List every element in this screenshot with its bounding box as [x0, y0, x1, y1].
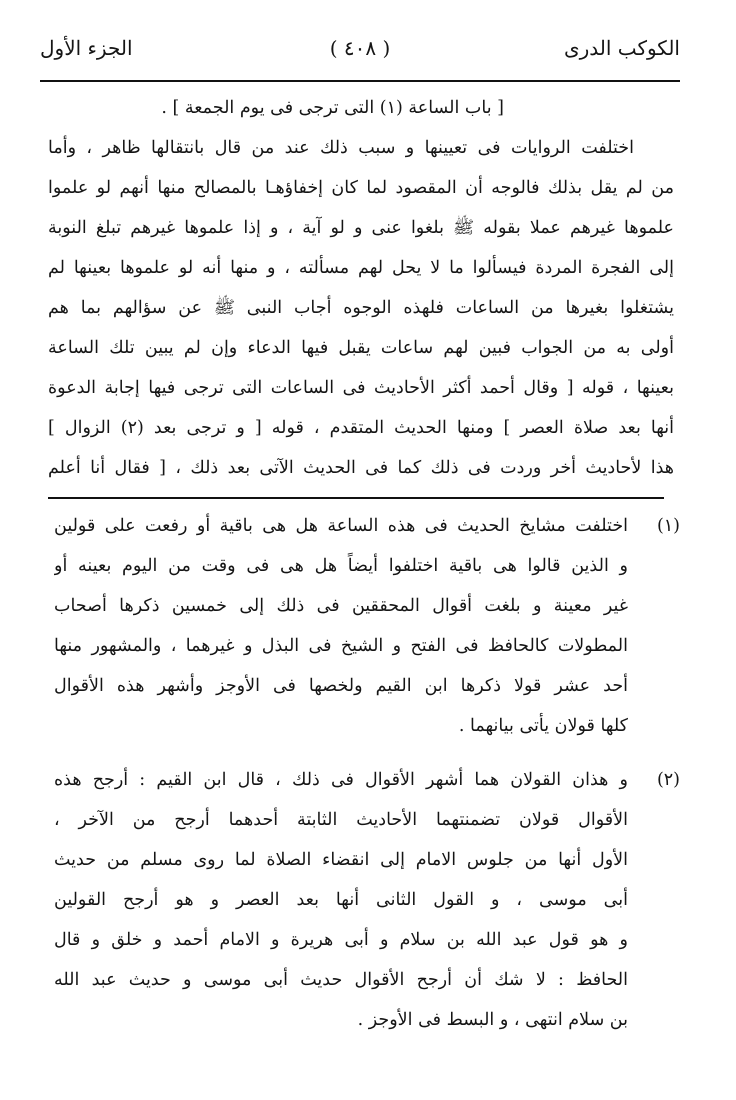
text-line: أنها بعد صلاة العصر ] ومنها الحديث المتقدم ، قوله [ و ترجى بعد (٢) الزوال ] — [48, 418, 674, 438]
footnote-2 — [40, 760, 680, 1040]
text-line: بعينها ، قوله [ وقال أحمد أكثر الأحاديث فى الساعات التى ترجى فيها إجابة الدعوة — [48, 378, 674, 398]
footnote-number: (٢) — [656, 770, 680, 790]
text-line: هذا لأحاديث أخر وردت فى ذلك كما فى الحديث الآتى بعد ذلك ، [ فقال أنا أعلم — [48, 458, 674, 478]
header-divider — [40, 80, 680, 82]
footnote-line: كلها قولان يأتى بيانهما . — [458, 716, 628, 736]
footnote-line: الحافظ : لا شك أن أرجح الأقوال حديث أبى موسى و حديث عبد الله — [54, 970, 628, 990]
book-title: الكوكب الدرى — [563, 36, 680, 60]
text-line: أولى به من الجواب فبين لهم ساعات يقبل فيها الدعاء وإن لم يبين تلك الساعة — [48, 338, 674, 358]
volume-label: الجزء الأول — [40, 36, 133, 60]
footnote-line: و الذين قالوا هى باقية اختلفوا أيضاً هل هى فى وقت من اليوم بعينه أو — [54, 556, 628, 576]
footnote-line: أبى موسى ، و القول الثانى أنها بعد العصر و هو أرجح القولين — [54, 890, 628, 910]
chapter-heading: [ باب الساعة (١) التى ترجى فى يوم الجمعة ] . — [161, 98, 504, 118]
footnote-line: بن سلام انتهى ، و البسط فى الأوجز . — [357, 1010, 628, 1030]
footnote-number: (١) — [656, 516, 680, 536]
footnote-1 — [40, 506, 680, 746]
footnote-line: أحد عشر قولا ذكرها ابن القيم ولخصها فى الأوجز وأشهر هذه الأقوال — [54, 676, 628, 696]
footnotes — [40, 506, 680, 1054]
footnote-line: الأول أنها من جلوس الامام إلى انقضاء الصلاة لما روى مسلم من حديث — [54, 850, 628, 870]
footnote-line: الأقوال قولان تضمنتهما الأحاديث الثابتة أحدهما أرجح من الآخر ، — [54, 810, 628, 830]
footnote-line: اختلفت مشايخ الحديث فى هذه الساعة هل هى باقية أو رفعت على قولين — [54, 516, 628, 536]
text-line: يشتغلوا بغيرها من الساعات فلهذه الوجوه أجاب النبى ﷺ عن سؤالهم بما هم — [48, 298, 674, 318]
footnote-line: و هو قول عبد الله بن سلام و أبى هريرة و الامام أحمد و خلق و قال — [54, 930, 628, 950]
footnote-divider — [48, 497, 664, 499]
text-line: من لم يقل بذلك فالوجه أن المقصود لما كان إخفاؤهـا بالمصالح منها أنهم لو علموا — [48, 178, 674, 198]
page-header — [40, 34, 680, 70]
main-text — [48, 88, 674, 488]
text-line: إلى الفجرة المردة فيسألوا ما لا يحل لهم مسألته ، و منها أنه لو علموها بعينها لم — [48, 258, 674, 278]
footnote-line: غير معينة و بلغت أقوال المحققين فى ذلك إلى خمسين ذكرها أصحاب — [54, 596, 628, 616]
page-number: ( ٤٠٨ ) — [329, 36, 391, 60]
footnote-line: و هذان القولان هما أشهر الأقوال فى ذلك ، قال ابن القيم : أرجح هذه — [54, 770, 628, 790]
text-line: اختلفت الروايات فى تعيينها و سبب ذلك عند من قال بانتقالها ظاهر ، وأما — [48, 138, 634, 158]
footnote-line: المطولات كالحافظ فى الفتح و الشيخ فى البذل و غيرهما ، والمشهور منها — [54, 636, 628, 656]
text-line: علموها غيرهم عملا بقوله ﷺ بلغوا عنى و لو آية ، و إذا علموها غيرهم تبلغ النوبة — [48, 218, 674, 238]
